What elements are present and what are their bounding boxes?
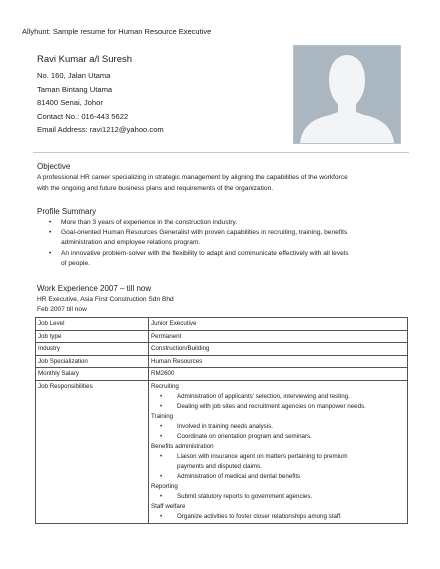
section-divider: [33, 152, 409, 153]
table-cell-label: Industry: [36, 343, 149, 356]
table-cell-label: Job Level: [36, 318, 149, 331]
bullet-icon: •: [160, 402, 163, 410]
list-item: [47, 249, 349, 269]
bullet-icon: •: [49, 219, 52, 226]
bullet-icon: •: [160, 432, 163, 440]
contact-block: [37, 54, 164, 137]
candidate-name: Ravi Kumar a/l Suresh: [37, 54, 133, 65]
responsibility-item: [151, 492, 405, 502]
table-cell-label: Job type: [36, 330, 149, 343]
responsibility-item: [151, 432, 405, 442]
table-row: [36, 368, 408, 381]
table-row: [36, 355, 408, 368]
table-cell-label: Job Responsibilities: [36, 380, 149, 523]
bullet-icon: •: [49, 249, 52, 257]
responsibility-item: [151, 422, 405, 432]
responsibility-category: Recruiting: [151, 382, 179, 390]
page-header: Allyhunt: Sample resume for Human Resource Executive: [22, 27, 212, 36]
job-position: HR Executive, Asia First Construction Sdn Bhd: [37, 296, 174, 303]
list-item: [47, 218, 349, 228]
responsibility-text: payments and disputed claims.: [177, 462, 262, 470]
responsibility-text: Administration of medical and dental benefits: [177, 472, 301, 480]
objective-title: Objective: [37, 162, 71, 171]
table-row: [36, 318, 408, 331]
contact-number: Contact No.: 016-443 5622: [37, 111, 129, 121]
responsibility-text: Involved in training needs analysis.: [177, 422, 273, 430]
responsibility-item: [151, 512, 405, 522]
bullet-icon: •: [160, 472, 163, 480]
bullet-icon: •: [160, 392, 163, 400]
table-cell-label: Monthly Salary: [36, 368, 149, 381]
responsibilities-cell: [149, 380, 408, 523]
profile-photo: [293, 45, 401, 144]
table-cell-value: Junior Executive: [149, 318, 408, 331]
responsibility-item: [151, 402, 405, 412]
list-item: [47, 228, 349, 248]
responsibility-item: [151, 472, 405, 482]
responsibility-category: Reporting: [151, 482, 178, 490]
table-row: [36, 380, 408, 523]
person-silhouette-icon: [294, 46, 400, 143]
responsibility-text: Submit statutory reports to government agencies.: [177, 492, 313, 500]
bullet-icon: •: [160, 422, 163, 430]
responsibility-text: Organize activities to foster closer relationships among staff.: [177, 512, 342, 520]
bullet-icon: •: [160, 512, 163, 520]
address-line-3: 81400 Senai, Johor: [37, 98, 103, 108]
list-item-text: Goal-oriented Human Resources Generalist with proven capabilities in recruiting, training, benefits: [61, 229, 348, 237]
profile-summary-title: Profile Summary: [37, 207, 97, 216]
responsibility-text: Coordinate on orientation program and seminars.: [177, 432, 312, 440]
objective-line: A professional HR career specializing in strategic management by aligning the capabilities of the workforce: [37, 174, 348, 181]
bullet-icon: •: [160, 492, 163, 500]
responsibility-text: Dealing with job sites and recruitment agencies on manpower needs.: [177, 402, 366, 410]
table-cell-value: Construction/Building: [149, 343, 408, 356]
work-experience-title: Work Experience 2007 – till now: [37, 284, 152, 293]
list-item-text: More than 3 years of experience in the construction industry.: [61, 219, 238, 226]
bullet-icon: •: [160, 452, 163, 460]
responsibility-text: Administration of applicants' selection, interviewing and testing.: [177, 392, 350, 400]
list-item-text: of people.: [61, 259, 90, 267]
list-item-text: An innovative problem-solver with the flexibility to adapt and communicate effectively with all levels: [61, 249, 349, 257]
table-cell-value: RM2600: [149, 368, 408, 381]
responsibility-item: [151, 392, 405, 402]
responsibility-category: Benefits administration: [151, 442, 214, 450]
job-details-table: [35, 317, 408, 524]
table-cell-label: Job Specialization: [36, 355, 149, 368]
responsibility-category: Training: [151, 412, 174, 420]
email-address: Email Address: ravi1212@yahoo.com: [37, 125, 164, 135]
table-cell-value: Human Resources: [149, 355, 408, 368]
profile-summary-list: [47, 218, 349, 269]
bullet-icon: •: [49, 229, 52, 237]
list-item-text: administration and employee relations program.: [61, 239, 201, 247]
table-cell-value: Permanent: [149, 330, 408, 343]
address-line-1: No. 160, Jalan Utama: [37, 71, 111, 80]
address-line-2: Taman Bintang Utama: [37, 84, 113, 94]
responsibility-item: [151, 452, 405, 472]
job-period: Feb 2007 till now: [37, 306, 87, 313]
responsibility-text: Liaison with insurance agent on matters pertaining to premium: [177, 452, 348, 460]
responsibility-category: Staff welfare: [151, 502, 186, 510]
table-row: [36, 343, 408, 356]
table-row: [36, 330, 408, 343]
objective-line: with the ongoing and future business plans and requirements of the organization.: [37, 184, 274, 192]
objective-text: [37, 173, 348, 194]
